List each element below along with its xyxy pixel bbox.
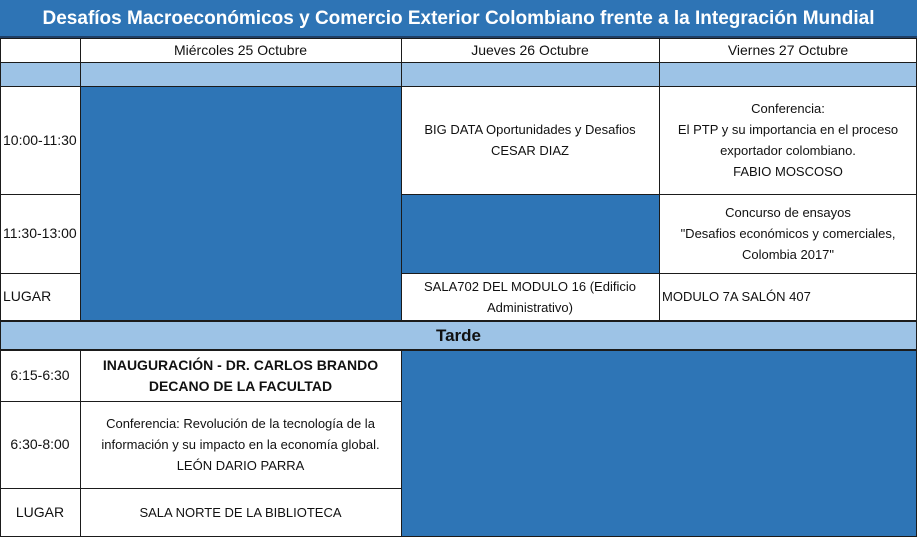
inauguration-line-1: INAUGURACIÓN - DR. CARLOS BRANDO	[102, 356, 379, 373]
grid-line	[80, 38, 81, 320]
session-title-line-2: Colombia 2017"	[741, 247, 835, 262]
session-title-line-1: "Desafios económicos y comerciales,	[680, 226, 896, 241]
afternoon-band: Tarde	[0, 320, 917, 350]
grid-line	[401, 38, 402, 320]
session-title: BIG DATA Oportunidades y Desafios	[424, 122, 636, 137]
day-header-friday: Viernes 27 Octubre	[727, 41, 849, 58]
grid-line	[0, 273, 80, 274]
friday-morning-place: MODULO 7A SALÓN 407	[662, 289, 811, 304]
place-line-1: SALA702 DEL MODULO 16 (Edificio	[424, 278, 636, 294]
day-header-wednesday: Miércoles 25 Octubre	[173, 41, 308, 58]
time-slot-morning-1: 10:00-11:30	[3, 131, 77, 148]
thursday-slot1-session	[401, 86, 659, 194]
place-label-afternoon: LUGAR	[15, 504, 65, 520]
session-title-line-2: exportador colombiano.	[720, 143, 856, 158]
grid-line	[0, 401, 401, 402]
corner-cell	[0, 38, 80, 62]
conference-speaker: LEÓN DARIO PARRA	[176, 458, 305, 473]
grid-line	[659, 38, 660, 320]
session-speaker: CESAR DIAZ	[490, 143, 569, 158]
grid-line	[80, 350, 81, 537]
grid-line	[0, 320, 917, 322]
time-slot-afternoon-1: 6:15-6:30	[10, 367, 70, 383]
session-title-line-1: El PTP y su importancia en el proceso	[677, 122, 899, 137]
wednesday-inauguration	[80, 350, 401, 401]
schedule-title: Desafíos Macroeconómicos y Comercio Exterior Colombiano frente a la Integración Mundial	[0, 0, 917, 38]
grid-line	[401, 350, 402, 537]
conference-line-2: información y su impacto en la economía global.	[101, 437, 380, 452]
time-slot-afternoon-2: 6:30-8:00	[10, 436, 70, 452]
wednesday-morning-empty-block	[80, 86, 401, 320]
grid-line	[0, 86, 917, 87]
conference-line-1: Conferencia: Revolución de la tecnología de la	[106, 416, 375, 431]
wednesday-conference	[80, 401, 401, 488]
friday-slot1-session	[659, 86, 917, 194]
day-header-thursday: Jueves 26 Octubre	[471, 41, 589, 58]
grid-line	[0, 194, 80, 195]
thursday-slot2-empty-block	[401, 194, 659, 273]
grid-line	[0, 488, 401, 489]
morning-band	[0, 62, 917, 86]
thu-fri-afternoon-empty-block	[401, 350, 917, 537]
session-speaker: FABIO MOSCOSO	[733, 164, 843, 179]
place-label-morning: LUGAR	[3, 288, 52, 304]
grid-line	[0, 62, 917, 63]
session-type: Conferencia:	[751, 101, 825, 116]
grid-line	[0, 38, 917, 39]
inauguration-line-2: DECANO DE LA FACULTAD	[148, 377, 333, 394]
grid-line	[0, 349, 917, 351]
grid-line	[0, 38, 1, 537]
friday-slot2-session	[659, 194, 917, 273]
thursday-morning-place	[401, 273, 659, 320]
wednesday-afternoon-place: SALA NORTE DE LA BIBLIOTECA	[139, 505, 342, 520]
place-line-2: Administrativo)	[487, 299, 573, 315]
session-type: Concurso de ensayos	[725, 205, 851, 220]
time-slot-morning-2: 11:30-13:00	[3, 225, 77, 241]
